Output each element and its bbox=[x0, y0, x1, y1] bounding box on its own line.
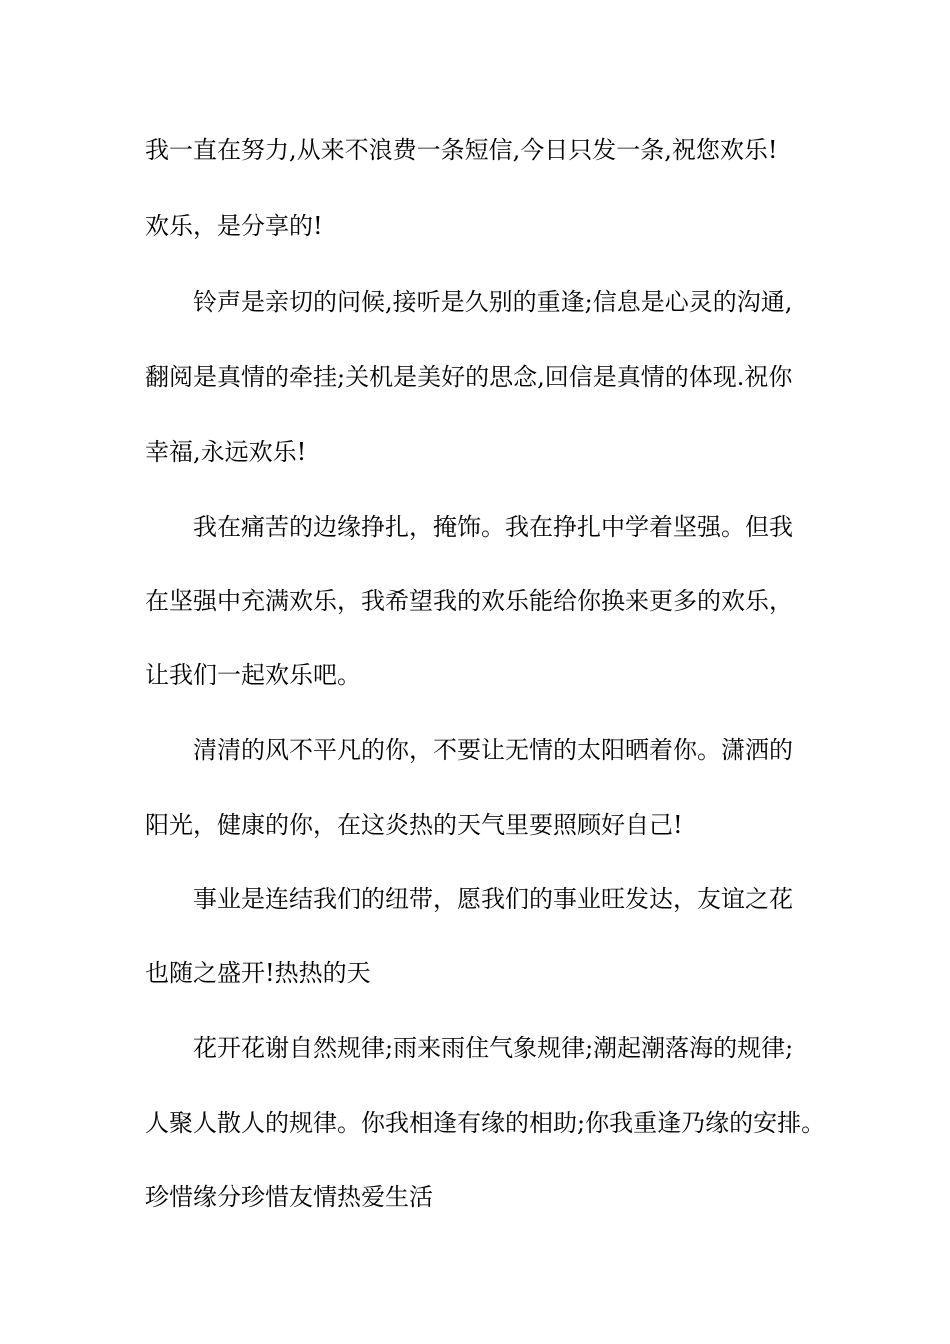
text-line-15: 珍惜缘分珍惜友情热爱生活 bbox=[145, 1183, 433, 1211]
text-line-6: 我在痛苦的边缘挣扎，掩饰。我在挣扎中学着坚强。但我 bbox=[193, 513, 793, 541]
text-line-8: 让我们一起欢乐吧。 bbox=[145, 661, 361, 689]
text-line-13: 花开花谢自然规律;雨来雨住气象规律;潮起潮落海的规律; bbox=[193, 1034, 794, 1062]
text-line-12: 也随之盛开!热热的天 bbox=[145, 959, 371, 987]
text-line-1: 我一直在努力,从来不浪费一条短信,今日只发一条,祝您欢乐! bbox=[145, 136, 778, 164]
text-line-11: 事业是连结我们的纽带，愿我们的事业旺发达，友谊之花 bbox=[193, 885, 793, 913]
text-line-9: 清清的风不平凡的你，不要让无情的太阳晒着你。潇洒的 bbox=[193, 736, 793, 764]
text-line-10: 阳光，健康的你，在这炎热的天气里要照顾好自己! bbox=[145, 811, 683, 839]
text-line-4: 翻阅是真情的牵挂;关机是美好的思念,回信是真情的体现.祝你 bbox=[145, 363, 793, 391]
text-line-14: 人聚人散人的规律。你我相逢有缘的相助;你我重逢乃缘的安排。 bbox=[145, 1109, 826, 1137]
text-line-7: 在坚强中充满欢乐，我希望我的欢乐能给你换来更多的欢乐， bbox=[145, 587, 793, 615]
text-line-3: 铃声是亲切的问候,接听是久别的重逢;信息是心灵的沟通, bbox=[193, 288, 793, 316]
text-line-5: 幸福,永远欢乐! bbox=[145, 438, 307, 466]
text-line-2: 欢乐，是分享的! bbox=[145, 212, 323, 240]
